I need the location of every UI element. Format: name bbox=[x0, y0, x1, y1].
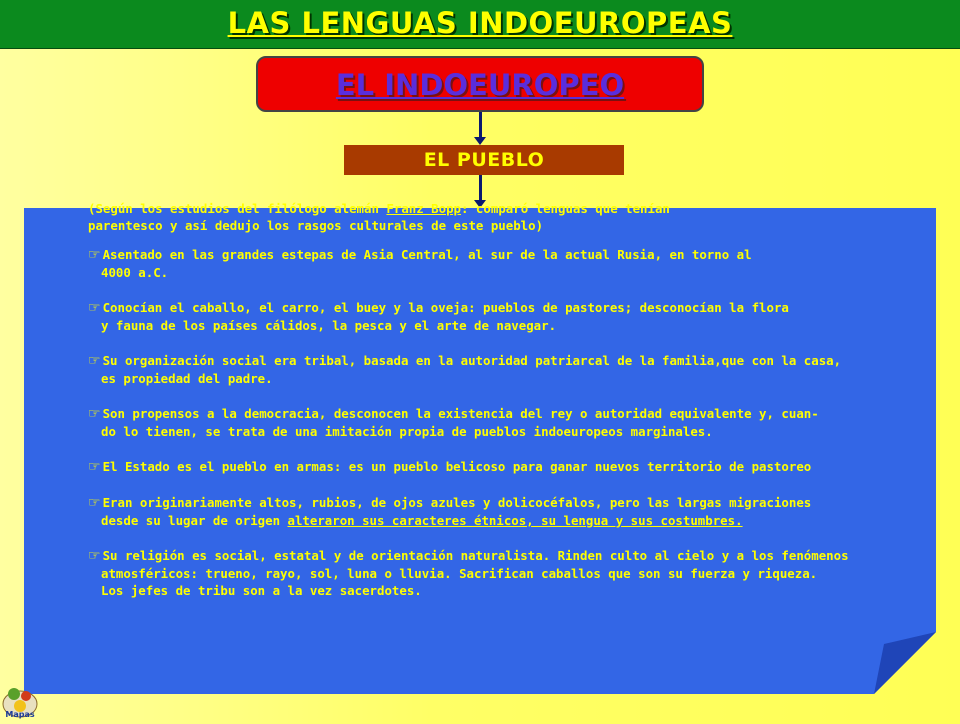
bullet-text: Asentado en las grandes estepas de Asia Central, al sur de la actual Rusia, en torno al bbox=[102, 247, 752, 262]
bullet-religion bbox=[88, 547, 888, 599]
content-text bbox=[88, 200, 888, 617]
bullet-conocian bbox=[88, 299, 888, 334]
main-title: LAS LENGUAS INDOEUROPEAS bbox=[227, 6, 733, 40]
pointing-hand-icon: ☞ bbox=[88, 353, 101, 369]
bullet-text: Eran originariamente altos, rubios, de ojos azules y dolicocéfalos, pero las largas migraciones bbox=[102, 495, 812, 510]
bullet-text: Su religión es social, estatal y de orientación naturalista. Rinden culto al cielo y a los fenómenos bbox=[102, 548, 849, 563]
bullet-text-cont: do lo tienen, se trata de una imitación propia de pueblos indoeuropeos marginales. bbox=[101, 424, 713, 439]
bullet-organizacion bbox=[88, 352, 888, 387]
pointing-hand-icon: ☞ bbox=[88, 459, 101, 475]
bullet-text-cont: y fauna de los países cálidos, la pesca y el arte de navegar. bbox=[101, 318, 557, 333]
pueblo-box bbox=[344, 145, 624, 175]
underlined-text: alteraron sus caracteres étnicos, su lengua y sus costumbres. bbox=[287, 513, 743, 528]
title-bar bbox=[0, 0, 960, 49]
bullet-democracia bbox=[88, 405, 888, 440]
intro-line1-pre: (Según los estudios del filólogo alemán bbox=[88, 201, 387, 216]
bullet-asentado bbox=[88, 246, 888, 281]
bullet-text-cont: atmosféricos: trueno, rayo, sol, luna o lluvia. Sacrifican caballos que son su fuerza y riqueza. bbox=[101, 566, 818, 581]
intro-text bbox=[88, 200, 888, 234]
bullet-originariamente bbox=[88, 494, 888, 529]
bullet-text-cont: es propiedad del padre. bbox=[101, 371, 273, 386]
bullet-text: El Estado es el pueblo en armas: es un pueblo belicoso para ganar nuevos territorio de pastoreo bbox=[102, 459, 812, 474]
bullet-text: Conocían el caballo, el carro, el buey y la oveja: pueblos de pastores; desconocían la flora bbox=[102, 300, 789, 315]
pointing-hand-icon: ☞ bbox=[88, 300, 101, 316]
franz-bopp-link[interactable]: Franz Bopp bbox=[386, 201, 462, 216]
bullet-text-cont-2: Los jefes de tribu son a la vez sacerdotes. bbox=[101, 583, 422, 598]
intro-line2: parentesco y así dedujo los rasgos culturales de este pueblo) bbox=[88, 218, 544, 233]
arrow-down-icon bbox=[474, 137, 486, 145]
indoeuropeo-title: EL INDOEUROPEO bbox=[335, 68, 625, 102]
pointing-hand-icon: ☞ bbox=[88, 495, 101, 511]
bullet-text: Son propensos a la democracia, desconocen la existencia del rey o autoridad equivalente y, cuan- bbox=[102, 406, 819, 421]
bullet-estado bbox=[88, 458, 888, 476]
pointing-hand-icon: ☞ bbox=[88, 406, 101, 422]
indoeuropeo-box bbox=[256, 56, 704, 112]
bullet-text: Su organización social era tribal, basada en la autoridad patriarcal de la familia,que con la casa, bbox=[102, 353, 842, 368]
pueblo-title: EL PUEBLO bbox=[423, 149, 545, 171]
connector-arrow-line bbox=[479, 112, 482, 138]
bullet-text-cont: desde su lugar de origen bbox=[101, 513, 288, 528]
svg-text:Mapas: Mapas bbox=[5, 710, 35, 719]
bullet-text-cont: 4000 a.C. bbox=[101, 265, 169, 280]
connector-arrow-line-2 bbox=[479, 175, 482, 201]
pointing-hand-icon: ☞ bbox=[88, 548, 101, 564]
pointing-hand-icon: ☞ bbox=[88, 247, 101, 263]
intro-line1-post: : comparó lenguas que tenían bbox=[461, 201, 670, 216]
mapas-logo bbox=[0, 680, 40, 720]
